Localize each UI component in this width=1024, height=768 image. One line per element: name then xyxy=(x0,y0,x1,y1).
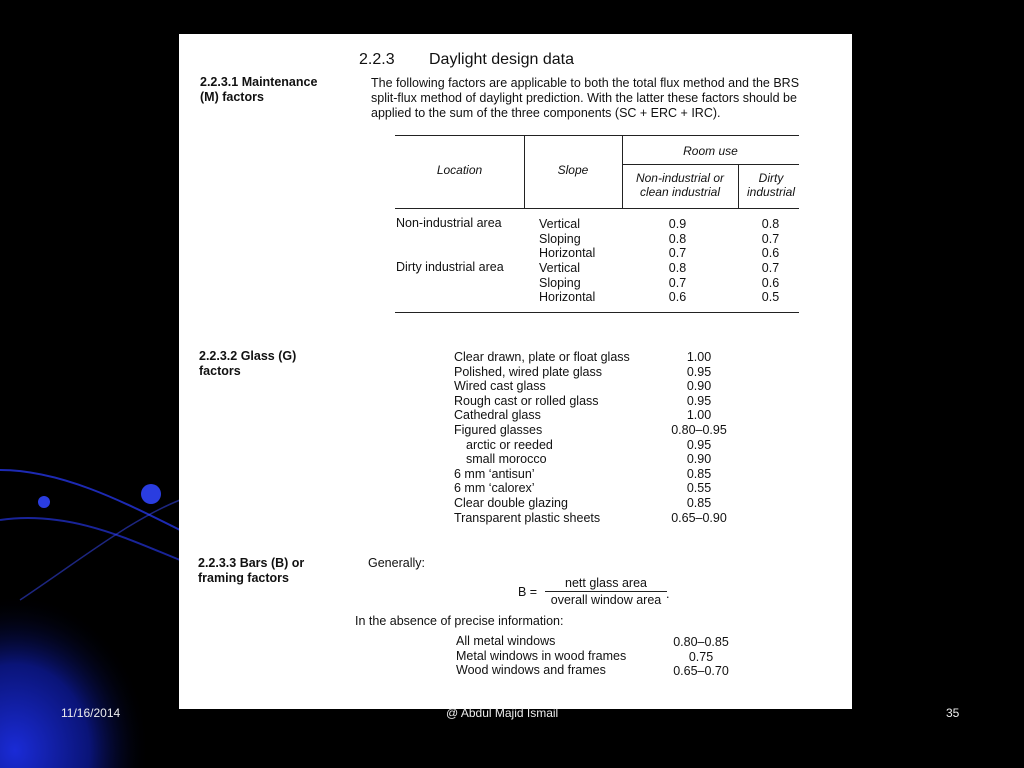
cell-slope: Horizontal xyxy=(539,290,596,304)
bars-list xyxy=(456,634,626,678)
list-item: arctic or reeded xyxy=(466,437,553,452)
document-page xyxy=(179,34,852,709)
cell-non-industrial: 0.7 xyxy=(668,246,687,260)
list-item: Clear double glazing xyxy=(454,495,568,510)
maintenance-heading-line2: (M) factors xyxy=(200,90,264,104)
cell-slope: Sloping xyxy=(539,232,581,246)
header-slope: Slope xyxy=(557,163,589,177)
glass-list xyxy=(454,350,630,525)
intro-line: split-flux method of daylight prediction. With the latter these factors should be xyxy=(371,91,797,105)
header-dirty-industrial xyxy=(738,171,804,199)
cell-dirty: 0.7 xyxy=(761,232,780,246)
bars-heading-line2: framing factors xyxy=(198,571,289,585)
cell-dirty: 0.8 xyxy=(761,217,780,231)
table-row xyxy=(396,216,502,230)
bars-absence: In the absence of precise information: xyxy=(355,614,564,628)
header-dirty-line2: industrial xyxy=(746,185,796,199)
header-non-industrial xyxy=(622,171,738,199)
list-value: 0.65–0.70 xyxy=(673,664,729,679)
header-dirty-line1: Dirty xyxy=(758,171,784,185)
cell-non-industrial: 0.6 xyxy=(668,290,687,304)
cell-slope: Sloping xyxy=(539,276,581,290)
list-item: Figured glasses xyxy=(454,422,543,437)
cell-dirty: 0.5 xyxy=(761,290,780,304)
list-value: 0.80–0.95 xyxy=(671,422,727,437)
list-item: All metal windows xyxy=(456,634,556,648)
formula-lhs: B = xyxy=(518,585,538,599)
list-item: Wood windows and frames xyxy=(456,663,606,678)
bars-generally: Generally: xyxy=(368,556,425,570)
cell-non-industrial: 0.8 xyxy=(668,261,687,275)
formula-fraction xyxy=(545,576,670,607)
list-value: 1.00 xyxy=(686,408,712,423)
glass-heading-line1: 2.2.3.2 Glass (G) xyxy=(199,349,297,363)
section-number: 2.2.3 xyxy=(359,51,395,68)
cell-non-industrial: 0.7 xyxy=(668,276,687,290)
section-title: Daylight design data xyxy=(429,51,574,68)
glass-values xyxy=(662,350,736,525)
header-non-industrial-line1: Non-industrial or xyxy=(635,171,725,185)
formula-numerator: nett glass area xyxy=(565,576,647,590)
formula-end: . xyxy=(666,587,670,601)
footer-date: 11/16/2014 xyxy=(61,706,121,720)
cell-non-industrial: 0.8 xyxy=(668,232,687,246)
list-item: Polished, wired plate glass xyxy=(454,364,602,379)
maintenance-table xyxy=(395,135,799,317)
cell-dirty: 0.7 xyxy=(761,261,780,275)
maintenance-intro xyxy=(371,76,799,121)
maintenance-heading-line1: 2.2.3.1 Maintenance xyxy=(200,75,318,89)
cell-slope: Vertical xyxy=(539,261,580,275)
list-value: 1.00 xyxy=(686,350,712,364)
list-item: Cathedral glass xyxy=(454,408,541,423)
maintenance-heading xyxy=(200,75,317,105)
footer-page-number: 35 xyxy=(946,706,960,720)
list-value: 0.65–0.90 xyxy=(671,510,727,525)
header-non-industrial-line2: clean industrial xyxy=(639,185,721,199)
bars-heading xyxy=(198,556,304,586)
list-value: 0.90 xyxy=(686,379,712,394)
fraction-bar xyxy=(545,591,667,592)
list-value: 0.80–0.85 xyxy=(673,635,729,649)
list-value: 0.55 xyxy=(686,481,712,496)
list-item: Wired cast glass xyxy=(454,379,546,394)
list-item: Clear drawn, plate or float glass xyxy=(454,350,630,364)
glass-heading xyxy=(199,349,296,379)
list-value: 0.90 xyxy=(686,452,712,467)
list-item: Rough cast or rolled glass xyxy=(454,393,599,408)
cell-slope: Vertical xyxy=(539,217,580,231)
list-item: Transparent plastic sheets xyxy=(454,510,601,525)
list-item: small morocco xyxy=(466,452,547,467)
footer-author: @ Abdul Majid Ismail xyxy=(446,706,559,720)
list-value: 0.85 xyxy=(686,495,712,510)
cell-dirty: 0.6 xyxy=(761,246,780,260)
list-value: 0.75 xyxy=(688,649,714,664)
cell-location: Non-industrial area xyxy=(396,216,502,230)
list-value: 0.85 xyxy=(686,466,712,481)
list-value: 0.95 xyxy=(686,437,712,452)
cell-non-industrial: 0.9 xyxy=(668,217,687,231)
header-location: Location xyxy=(436,163,483,177)
bars-heading-line1: 2.2.3.3 Bars (B) or xyxy=(198,556,305,570)
cell-dirty: 0.6 xyxy=(761,276,780,290)
cell-slope: Horizontal xyxy=(539,246,596,260)
list-value: 0.95 xyxy=(686,393,712,408)
intro-line: The following factors are applicable to both the total flux method and the BRS xyxy=(371,76,800,90)
bars-values xyxy=(663,635,739,679)
list-item: 6 mm ‘calorex’ xyxy=(454,481,535,496)
formula-denominator: overall window area xyxy=(550,593,662,607)
list-item: Metal windows in wood frames xyxy=(456,648,627,663)
list-value: 0.95 xyxy=(686,364,712,379)
glass-heading-line2: factors xyxy=(199,364,241,378)
intro-line: applied to the sum of the three components (SC + ERC + IRC). xyxy=(371,106,721,120)
list-item: 6 mm ‘antisun’ xyxy=(454,466,535,481)
header-room-use: Room use xyxy=(683,144,738,158)
cell-location: Dirty industrial area xyxy=(396,260,504,274)
